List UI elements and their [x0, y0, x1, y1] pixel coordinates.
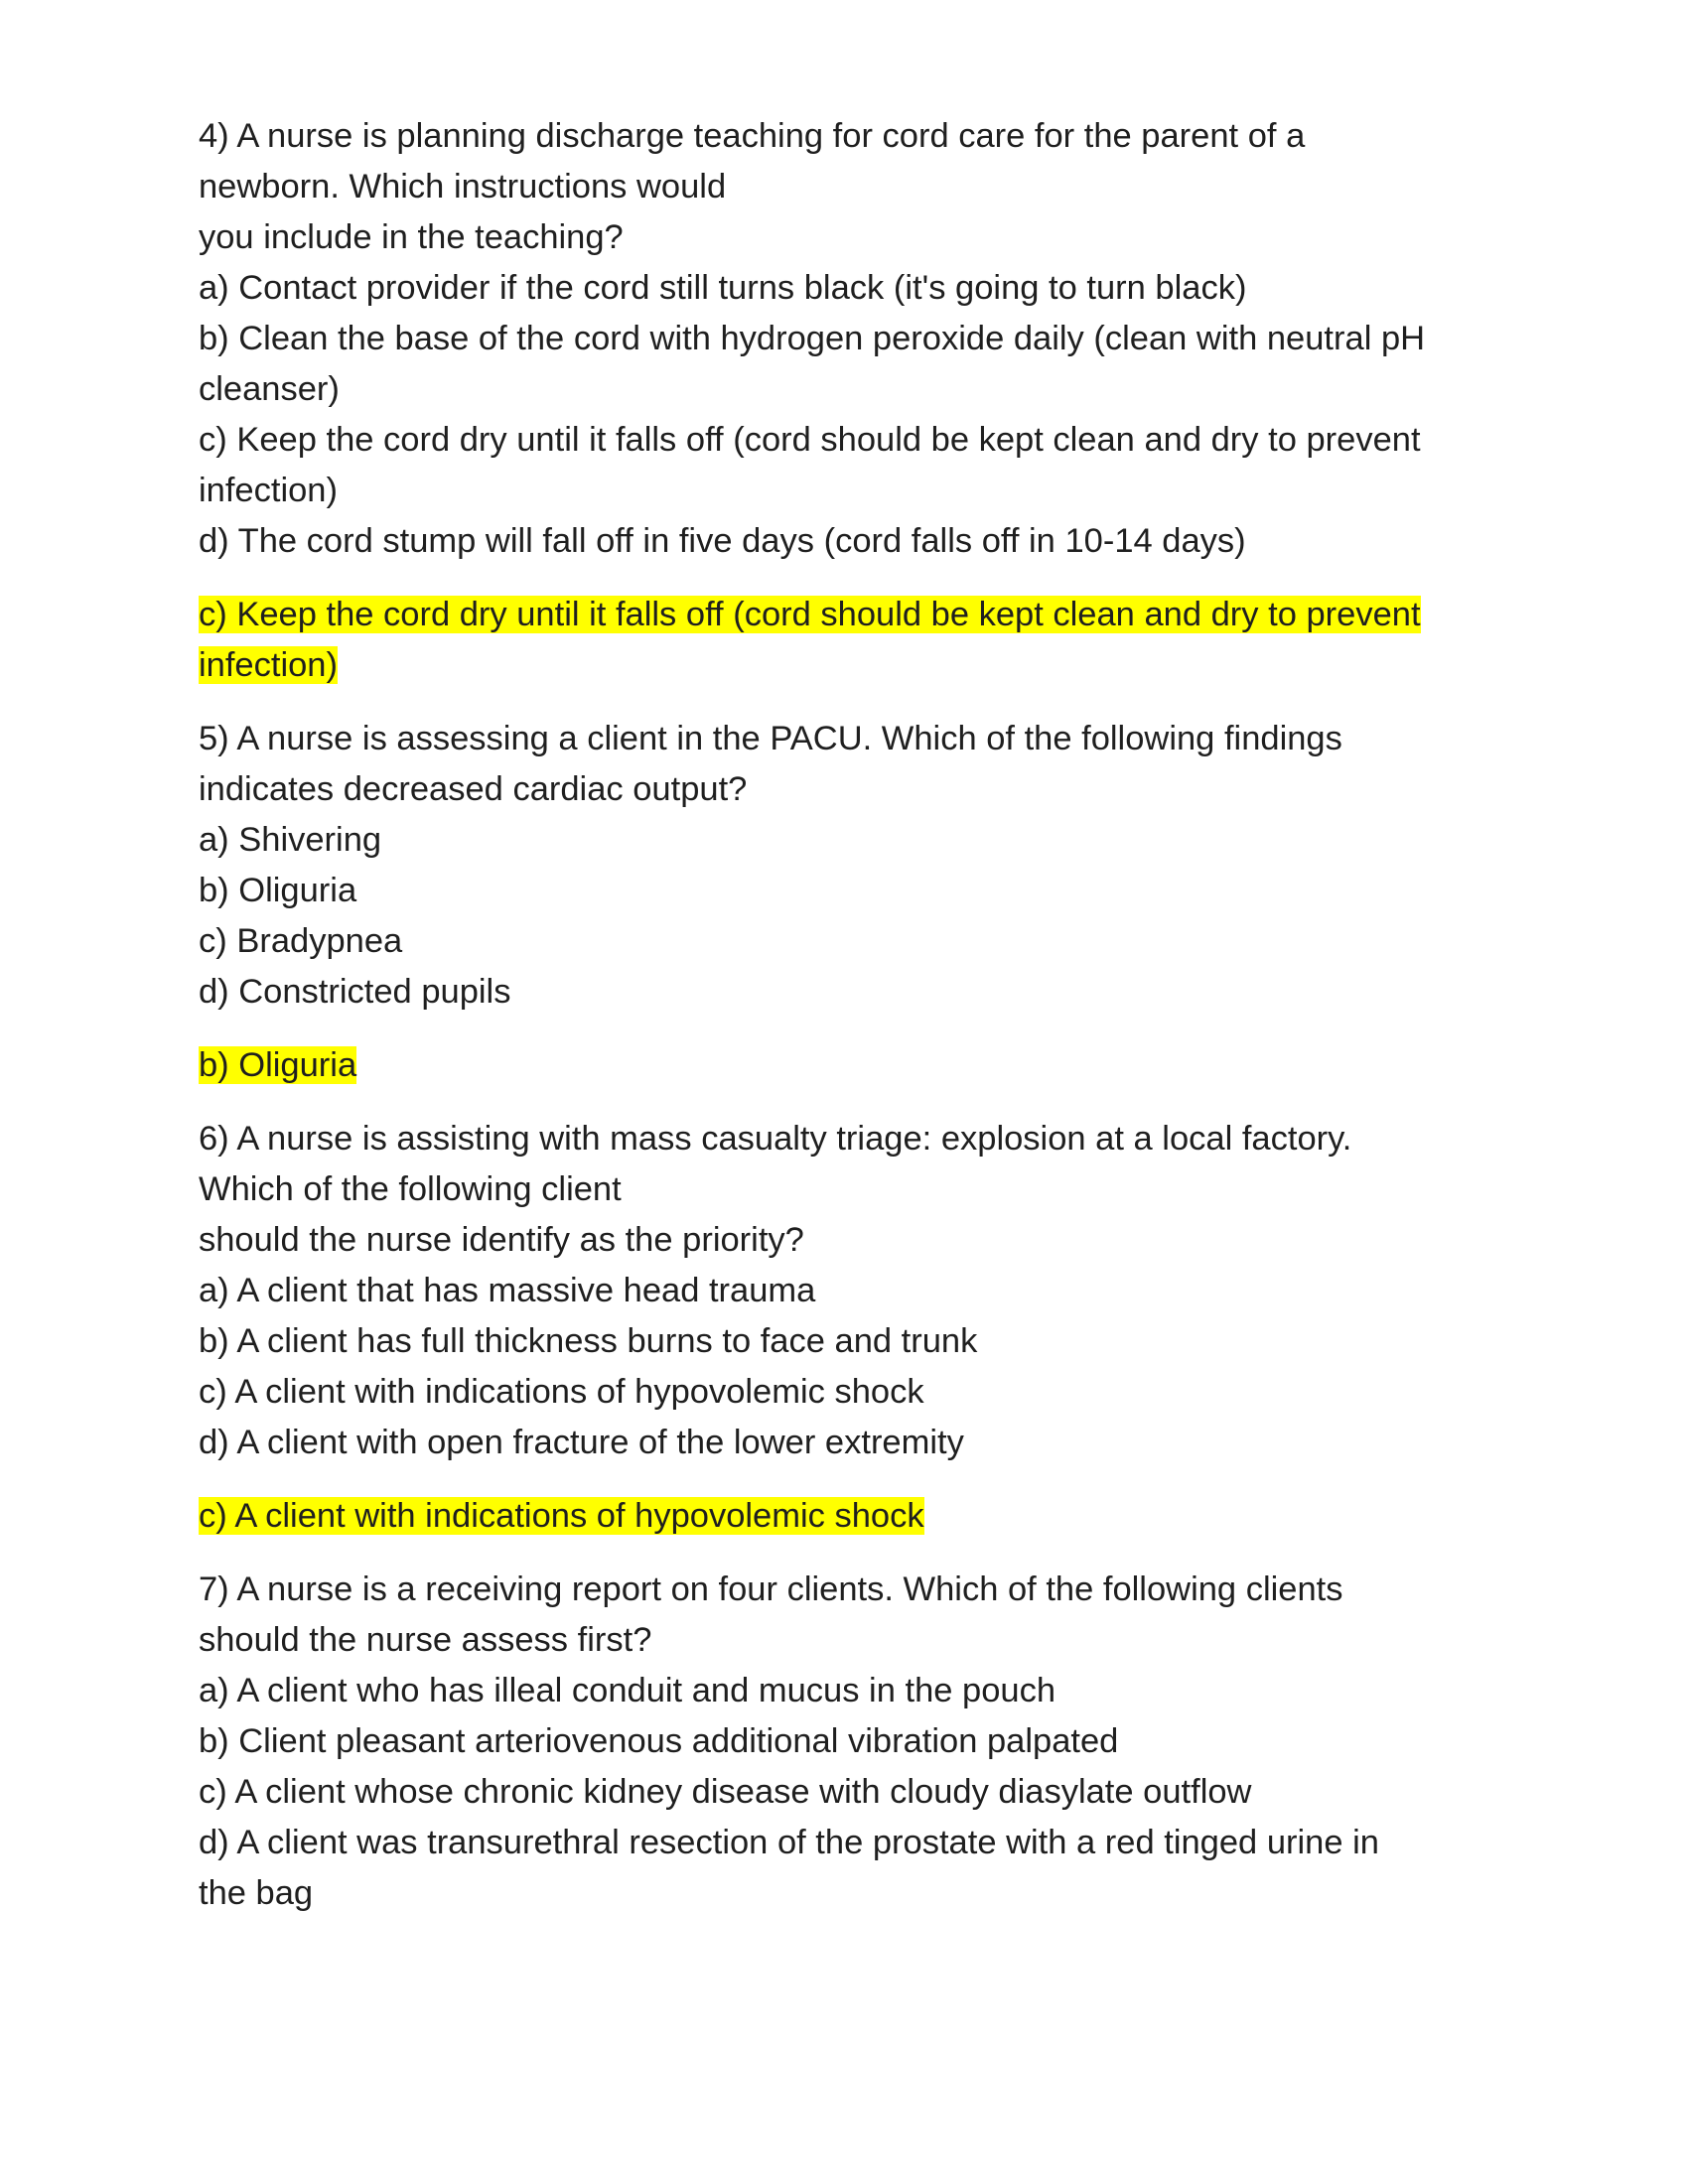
- question-5: [199, 714, 1499, 1114]
- answer-option-line: d) Constricted pupils: [199, 973, 511, 1011]
- question-5-options: [199, 815, 1499, 1018]
- highlighted-answer-line: [199, 590, 1499, 640]
- question-stem-line: you include in the teaching?: [199, 218, 624, 256]
- question-stem-line: indicates decreased cardiac output?: [199, 770, 748, 808]
- highlighted-answer-line: [199, 1491, 1499, 1542]
- answer-option-line: d) The cord stump will fall off in five days (cord falls off in 10-14 days): [199, 522, 1246, 560]
- answer-option-line: a) Contact provider if the cord still turns black (it's going to turn black): [199, 269, 1247, 307]
- answer-option-line: d) A client with open fracture of the lower extremity: [199, 1424, 964, 1461]
- question-stem-line: should the nurse identify as the priority?: [199, 1221, 804, 1259]
- answer-option-line: cleanser): [199, 370, 340, 408]
- answer-option-line: c) Bradypnea: [199, 922, 403, 960]
- question-4-answer: [199, 590, 1499, 691]
- question-5-answer: [199, 1040, 1499, 1091]
- highlighted-answer-line: [199, 1040, 1499, 1091]
- question-5-stem: [199, 714, 1499, 815]
- answer-highlight: c) Keep the cord dry until it falls off (cord should be kept clean and dry to prevent: [199, 596, 1421, 633]
- question-7: [199, 1565, 1499, 1919]
- answer-option-line: a) Shivering: [199, 821, 382, 859]
- question-6-answer: [199, 1491, 1499, 1542]
- answer-option-line: c) A client with indications of hypovolemic shock: [199, 1373, 924, 1411]
- question-7-stem: [199, 1565, 1499, 1666]
- document-page: [199, 111, 1499, 1919]
- question-6-stem: [199, 1114, 1499, 1266]
- answer-option-line: b) A client has full thickness burns to face and trunk: [199, 1322, 978, 1360]
- answer-option-line: b) Clean the base of the cord with hydrogen peroxide daily (clean with neutral pH: [199, 320, 1426, 357]
- highlighted-answer-line: [199, 640, 1499, 691]
- answer-option-line: infection): [199, 472, 338, 509]
- question-stem-line: 7) A nurse is a receiving report on four clients. Which of the following clients: [199, 1570, 1343, 1608]
- question-4: [199, 111, 1499, 714]
- question-stem-line: 5) A nurse is assessing a client in the PACU. Which of the following findings: [199, 720, 1342, 757]
- question-4-stem: [199, 111, 1499, 263]
- answer-highlight: b) Oliguria: [199, 1046, 357, 1084]
- answer-option-line: the bag: [199, 1874, 314, 1912]
- answer-option-line: c) Keep the cord dry until it falls off (cord should be kept clean and dry to prevent: [199, 421, 1421, 459]
- answer-option-line: d) A client was transurethral resection of the prostate with a red tinged urine in: [199, 1824, 1379, 1861]
- answer-highlight: c) A client with indications of hypovolemic shock: [199, 1497, 924, 1535]
- answer-option-line: c) A client whose chronic kidney disease with cloudy diasylate outflow: [199, 1773, 1252, 1811]
- question-6: [199, 1114, 1499, 1565]
- question-7-options: [199, 1666, 1499, 1919]
- question-6-options: [199, 1266, 1499, 1468]
- question-stem-line: newborn. Which instructions would: [199, 168, 727, 205]
- answer-option-line: b) Client pleasant arteriovenous additional vibration palpated: [199, 1722, 1119, 1760]
- answer-option-line: b) Oliguria: [199, 872, 357, 909]
- question-stem-line: should the nurse assess first?: [199, 1621, 652, 1659]
- question-stem-line: Which of the following client: [199, 1170, 622, 1208]
- answer-option-line: a) A client who has illeal conduit and mucus in the pouch: [199, 1672, 1056, 1709]
- answer-highlight: infection): [199, 646, 338, 684]
- question-stem-line: 4) A nurse is planning discharge teaching for cord care for the parent of a: [199, 117, 1306, 155]
- answer-option-line: a) A client that has massive head trauma: [199, 1272, 816, 1309]
- question-stem-line: 6) A nurse is assisting with mass casualty triage: explosion at a local factory.: [199, 1120, 1352, 1158]
- question-4-options: [199, 263, 1499, 567]
